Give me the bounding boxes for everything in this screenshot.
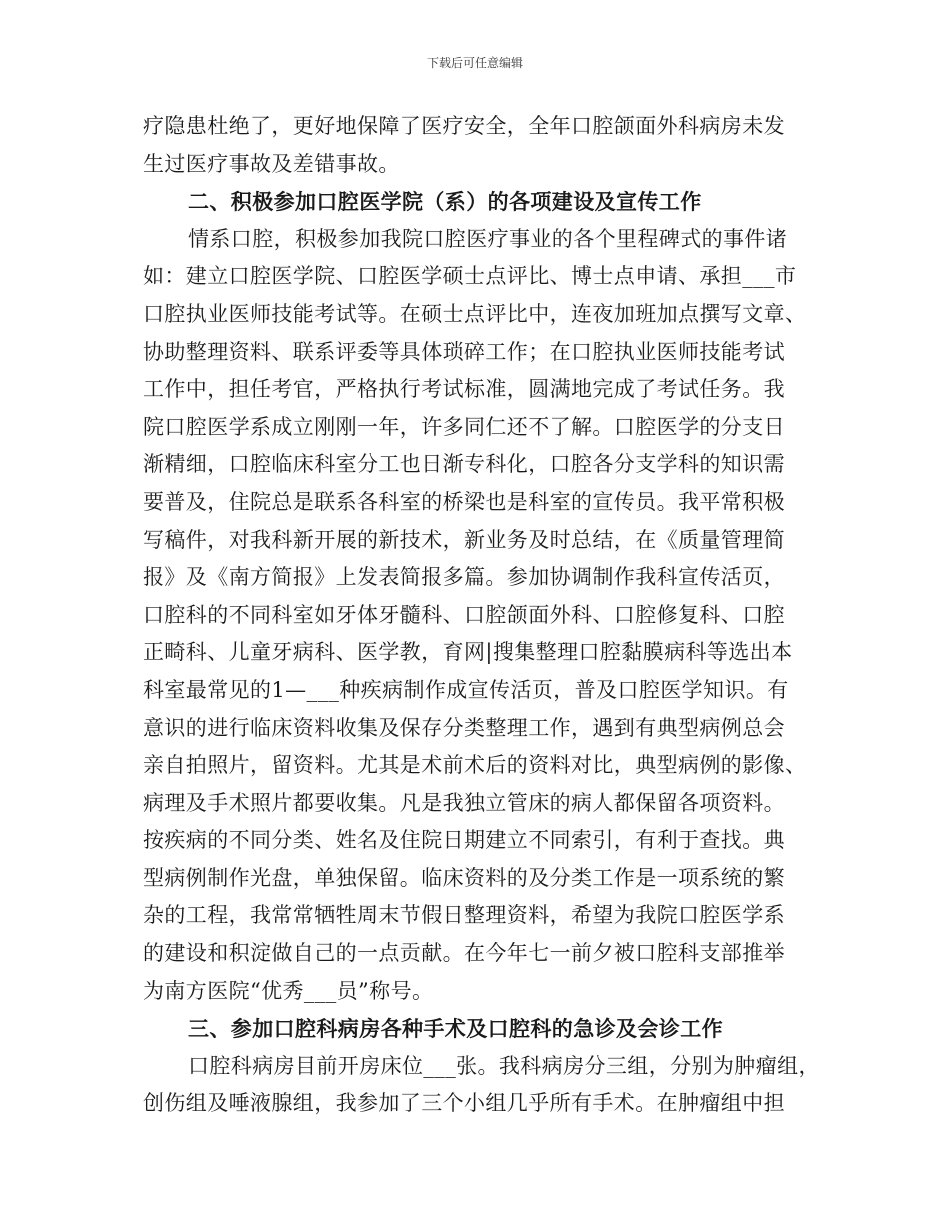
text-line: 口腔科的不同科室如牙体牙髓科、口腔颌面外科、口腔修复科、口腔 <box>143 602 785 627</box>
text-line: 的建设和积淀做自己的一点贡献。在今年七一前夕被口腔科支部推举 <box>143 941 785 966</box>
text-line: 院口腔医学系成立刚刚一年，许多同仁还不了解。口腔医学的分支日 <box>143 414 785 439</box>
section-heading: 三、参加口腔科病房各种手术及口腔科的急诊及会诊工作 <box>188 1016 723 1042</box>
text-line: 为南方医院“优秀___员”称号。 <box>143 978 434 1003</box>
text-line: 口腔科病房目前开房床位___张。我科病房分三组，分别为肿瘤组， <box>188 1053 820 1078</box>
text-line: 写稿件，对我科新开展的新技术，新业务及时总结，在《质量管理简 <box>143 527 785 552</box>
text-line: 意识的进行临床资料收集及保存分类整理工作，遇到有典型病例总会 <box>143 715 785 740</box>
text-line: 如：建立口腔医学院、口腔医学硕士点评比、博士点申请、承担___市 <box>143 264 797 289</box>
text-line: 要普及，住院总是联系各科室的桥梁也是科室的宣传员。我平常积极 <box>143 489 785 514</box>
page-header: 下载后可任意编辑 <box>426 56 523 70</box>
text-line: 病理及手术照片都要收集。凡是我独立管床的病人都保留各项资料。 <box>143 790 785 815</box>
text-line: 正畸科、儿童牙病科、医学教，育网|搜集整理口腔黏膜病科等选出本 <box>143 640 793 665</box>
text-line: 疗隐患杜绝了，更好地保障了医疗安全，全年口腔颌面外科病房未发 <box>143 114 785 138</box>
text-line: 生过医疗事故及差错事故。 <box>143 151 400 176</box>
text-line: 口腔执业医师技能考试等。在硕士点评比中，连夜加班加点撰写文章、 <box>143 301 807 326</box>
text-line: 渐精细，口腔临床科室分工也日渐专科化，口腔各分支学科的知识需 <box>143 452 785 477</box>
text-line: 工作中，担任考官，严格执行考试标准，圆满地完成了考试任务。我 <box>143 377 785 402</box>
text-line: 情系口腔，积极参加我院口腔医疗事业的各个里程碑式的事件诸 <box>188 226 788 251</box>
text-line: 创伤组及唾液腺组，我参加了三个小组几乎所有手术。在肿瘤组中担 <box>143 1091 785 1116</box>
text-line: 亲自拍照片，留资料。尤其是术前术后的资料对比，典型病例的影像、 <box>143 753 807 778</box>
document-body <box>143 108 823 1123</box>
text-line: 报》及《南方简报》上发表简报多篇。参加协调制作我科宣传活页， <box>143 565 785 590</box>
text-line: 型病例制作光盘，单独保留。临床资料的及分类工作是一项系统的繁 <box>143 865 785 890</box>
text-line: 按疾病的不同分类、姓名及住院日期建立不同索引，有利于查找。典 <box>143 828 785 853</box>
text-line: 协助整理资料、联系评委等具体琐碎工作；在口腔执业医师技能考试 <box>143 339 785 364</box>
text-line: 科室最常见的1—___种疾病制作成宣传活页，普及口腔医学知识。有 <box>143 677 789 702</box>
section-heading: 二、积极参加口腔医学院（系）的各项建设及宣传工作 <box>188 189 702 215</box>
text-line: 杂的工程，我常常牺牲周末节假日整理资料，希望为我院口腔医学系 <box>143 903 785 928</box>
